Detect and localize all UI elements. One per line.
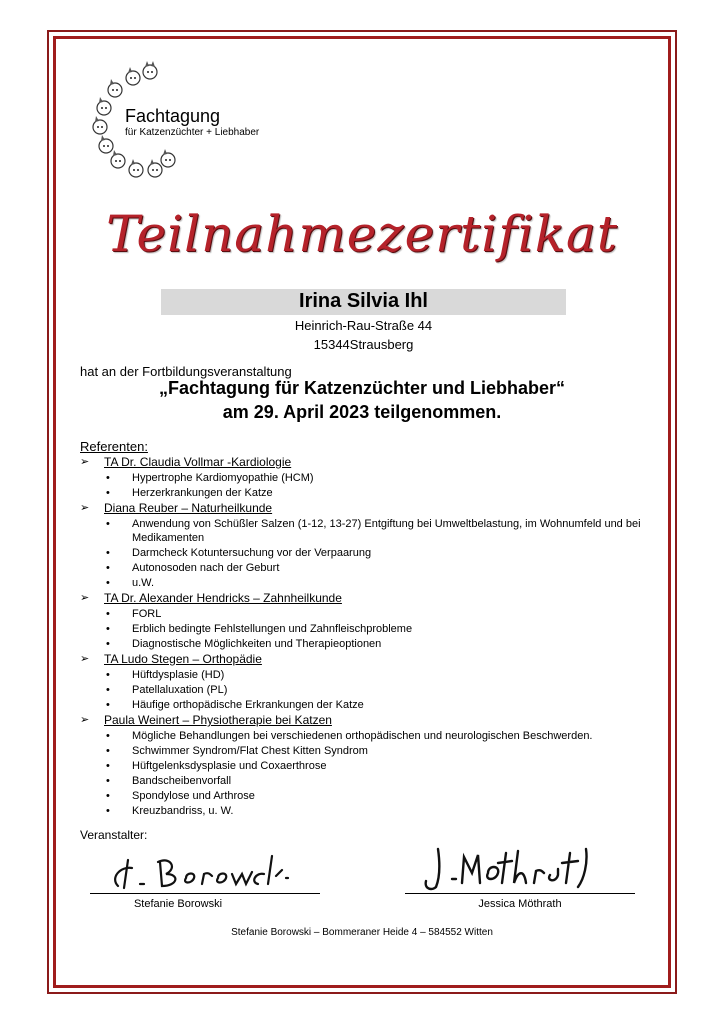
topic-text: Patellaluxation (PL) (132, 684, 228, 696)
referents-list (80, 455, 660, 819)
certificate-title: Teilnahmezertifikat (106, 205, 618, 263)
topic-item (80, 668, 660, 682)
topic-text: Darmcheck Kotuntersuchung vor der Verpaarung (132, 547, 372, 559)
participant-name: Irina Silvia Ihl (299, 290, 428, 312)
bullet-icon: • (106, 623, 110, 635)
bullet-icon: • (106, 608, 110, 620)
intro-text: hat an der Fortbildungsveranstaltung (80, 364, 292, 379)
topic-text: Hypertrophe Kardiomyopathie (HCM) (132, 472, 314, 484)
bullet-icon: • (106, 699, 110, 711)
topic-item (80, 517, 660, 545)
bullet-icon: • (106, 745, 110, 757)
topic-item (80, 804, 660, 818)
bullet-icon: • (106, 669, 110, 681)
signature-borowski (100, 848, 300, 896)
bullet-icon: • (106, 730, 110, 742)
topic-text: Autonosoden nach der Geburt (132, 562, 280, 574)
topic-item (80, 486, 660, 500)
topic-text: Erblich bedingte Fehlstellungen und Zahnfleischprobleme (132, 623, 413, 635)
speaker-item (80, 501, 660, 517)
bullet-icon: • (106, 547, 110, 559)
topic-text: Bandscheibenvorfall (132, 775, 232, 787)
topic-item (80, 471, 660, 485)
arrow-bullet-icon: ➢ (80, 592, 90, 604)
signature-moethrath (418, 843, 598, 895)
topic-text: FORL (132, 608, 162, 620)
topic-item (80, 759, 660, 773)
topic-text: Hüftgelenksdysplasie und Coxaerthrose (132, 760, 327, 772)
logo-title: Fachtagung (125, 106, 221, 126)
speaker-name: Paula Weinert – Physiotherapie bei Katzen (104, 713, 332, 727)
bullet-icon: • (106, 472, 110, 484)
topic-item (80, 561, 660, 575)
bullet-icon: • (106, 805, 110, 817)
signature-line (90, 893, 320, 894)
arrow-bullet-icon: ➢ (80, 714, 90, 726)
topic-text: Kreuzbandriss, u. W. (132, 805, 234, 817)
bullet-icon: • (106, 684, 110, 696)
bullet-icon: • (106, 760, 110, 772)
event-title: „Fachtagung für Katzenzüchter und Liebhaber“ (158, 378, 566, 398)
topic-item (80, 546, 660, 560)
topic-item (80, 744, 660, 758)
logo-subtitle: für Katzenzüchter + Liebhaber (125, 127, 260, 138)
signature-name: Jessica Möthrath (478, 898, 562, 910)
speaker-name: TA Ludo Stegen – Orthopädie (104, 652, 262, 666)
arrow-bullet-icon: ➢ (80, 502, 90, 514)
arrow-bullet-icon: ➢ (80, 653, 90, 665)
topic-text: Spondylose und Arthrose (132, 790, 255, 802)
bullet-icon: • (106, 638, 110, 650)
signature-name: Stefanie Borowski (133, 898, 223, 910)
topic-item (80, 789, 660, 803)
bullet-icon: • (106, 577, 110, 589)
arrow-bullet-icon: ➢ (80, 456, 90, 468)
referents-heading: Referenten: (80, 439, 148, 454)
topic-item (80, 607, 660, 621)
speaker-item (80, 455, 660, 471)
footer-address: Stefanie Borowski – Bommeraner Heide 4 – 584552 Witten (231, 927, 493, 938)
participant-street: Heinrich-Rau-Straße 44 (294, 318, 433, 333)
topic-item (80, 698, 660, 712)
topic-text: Mögliche Behandlungen bei verschiedenen orthopädischen und neurologischen Beschwerden. (132, 730, 593, 742)
bullet-icon: • (106, 562, 110, 574)
topic-text: Anwendung von Schüßler Salzen (1-12, 13-27) Entgiftung bei Umweltbelastung, im Wohnumfeld und bei Medikamenten (132, 518, 641, 544)
speaker-item (80, 713, 660, 729)
topic-item (80, 637, 660, 651)
speaker-item (80, 652, 660, 668)
speaker-name: Diana Reuber – Naturheilkunde (104, 501, 273, 515)
event-date: am 29. April 2023 teilgenommen. (222, 402, 502, 422)
topic-text: u.W. (132, 577, 155, 589)
participant-city: 15344Strausberg (313, 337, 414, 352)
topic-text: Herzerkrankungen der Katze (132, 487, 273, 499)
topic-item (80, 729, 660, 743)
speaker-name: TA Dr. Alexander Hendricks – Zahnheilkunde (104, 591, 342, 605)
topic-text: Schwimmer Syndrom/Flat Chest Kitten Syndrom (132, 745, 368, 757)
topic-text: Diagnostische Möglichkeiten und Therapieoptionen (132, 638, 382, 650)
topic-text: Hüftdysplasie (HD) (132, 669, 225, 681)
bullet-icon: • (106, 775, 110, 787)
bullet-icon: • (106, 487, 110, 499)
speaker-item (80, 591, 660, 607)
topic-item (80, 576, 660, 590)
topic-text: Häufige orthopädische Erkrankungen der Katze (132, 699, 364, 711)
speaker-name: TA Dr. Claudia Vollmar -Kardiologie (104, 455, 292, 469)
bullet-icon: • (106, 518, 110, 530)
bullet-icon: • (106, 790, 110, 802)
topic-item (80, 683, 660, 697)
signature-line (405, 893, 635, 894)
topic-item (80, 774, 660, 788)
topic-item (80, 622, 660, 636)
organizer-label: Veranstalter: (80, 828, 148, 842)
